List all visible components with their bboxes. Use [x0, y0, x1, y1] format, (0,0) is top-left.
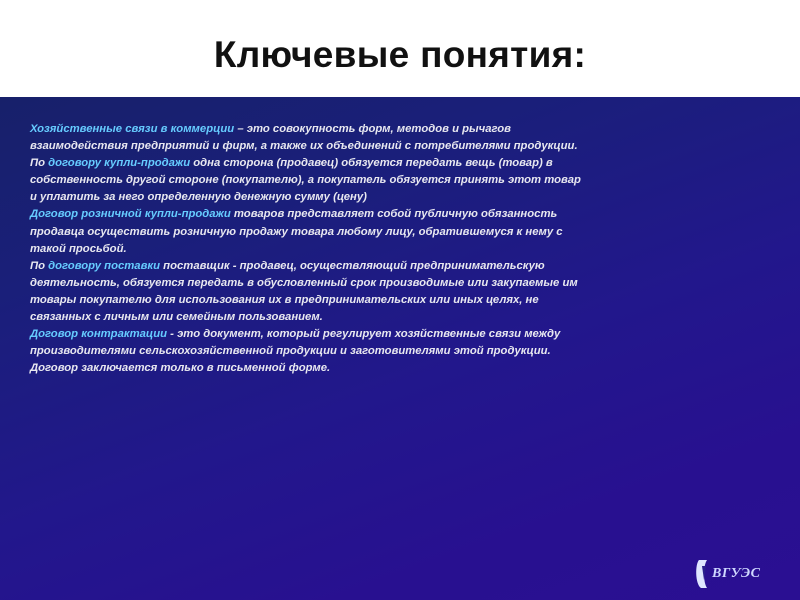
term-contracting: Договор контрактации [30, 328, 168, 341]
term-sale-contract: договору купли-продажи [48, 157, 191, 170]
definition-text: поставщик - продавец, осуществляющий предпринимательскую деятельность, обязуется передать в обусловленный срок производимые или закупаемые им товары покупателю для использования их в предпринимательских или иных целях, не связанных с личным или семейным пользованием. [30, 259, 578, 324]
definition-text: одна сторона (продавец) обязуется передать вещь (товар) в собственность другой стороне (покупателю), а покупатель обязуется принять этот товар и уплатить за него определенную денежную сумму (цену) [30, 157, 581, 204]
slide-title: Ключевые понятия: [213, 34, 587, 75]
definition-text: товаров представляет собой публичную обязанность продавца осуществить розничную продажу товара любому лицу, обратившемуся к нему с такой просьбой. [30, 208, 563, 255]
logo-text: ВГУЭС [712, 566, 761, 581]
term-retail-contract: Договор розничной купли-продажи [30, 208, 231, 221]
paragraph-economic-ties [30, 121, 590, 155]
paragraph-sale-contract [30, 155, 590, 206]
paragraph-retail-contract [30, 206, 590, 257]
definition-text: - это документ, который регулирует хозяйственные связи между производителями сельскохозяйственной продукции и заготовителями этой продукции. Договор заключается только в письменной форме. [30, 328, 561, 375]
definition-text: – это совокупность форм, методов и рычагов взаимодействия предприятий и фирм, а также их объединений с потребителями продукции. [30, 123, 578, 153]
term-supply-contract: договору поставки [48, 259, 161, 272]
logo-emblem-icon [696, 560, 707, 588]
paragraph-supply-contract [30, 258, 590, 326]
prefix-text: По [30, 157, 49, 170]
slide-content [30, 121, 590, 377]
paragraph-contracting [30, 326, 590, 377]
prefix-text: По [30, 259, 49, 272]
title-band [0, 0, 800, 97]
term-economic-ties: Хозяйственные связи в коммерции [30, 123, 235, 135]
